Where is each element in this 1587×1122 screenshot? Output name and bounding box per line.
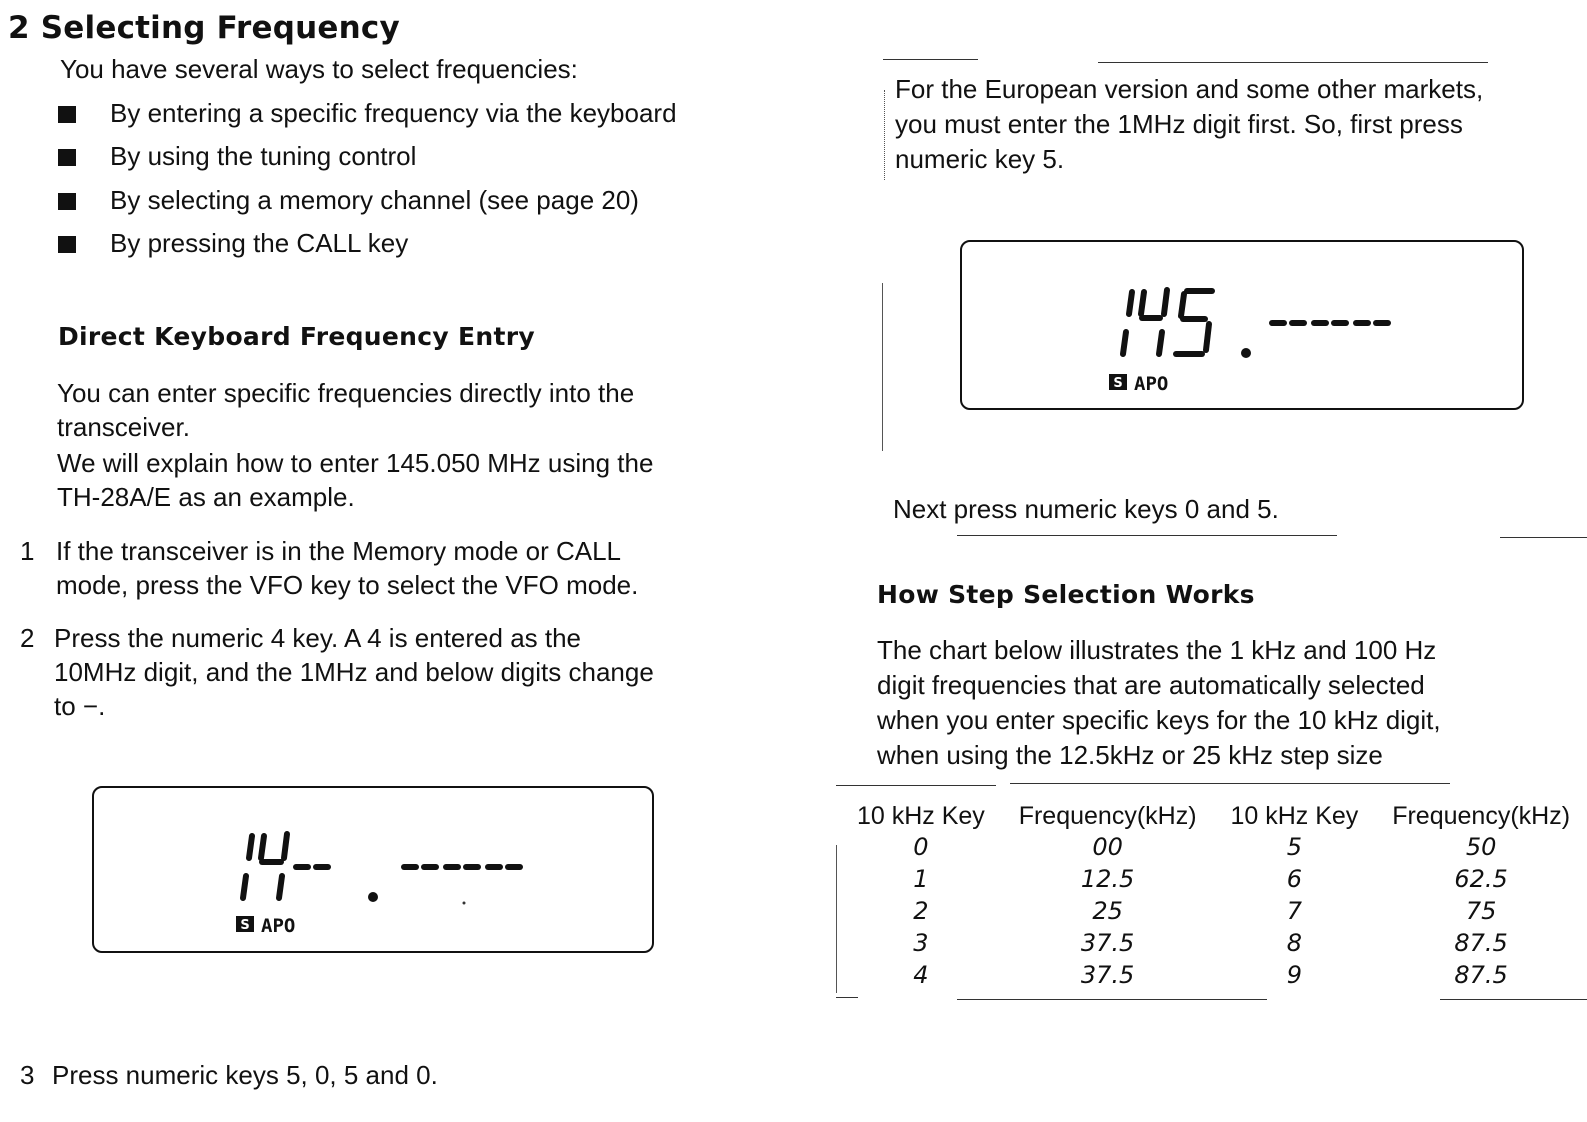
column-header: 10 kHz Key	[856, 801, 985, 830]
note-line: you must enter the 1MHz digit first. So, first press	[895, 109, 1463, 139]
intro-text: You have several ways to select frequencies:	[60, 54, 578, 84]
lcd-apo-label: APO	[1134, 373, 1169, 395]
para-line: You can enter specific frequencies directly into the	[57, 378, 635, 408]
note-line: numeric key 5.	[895, 144, 1065, 174]
step-number: 2	[20, 623, 35, 653]
bullet-text: By using the tuning control	[110, 141, 417, 171]
divider	[883, 59, 978, 60]
step-frequency-table	[840, 801, 1587, 991]
bullet-square-icon	[58, 193, 76, 210]
step-1	[20, 534, 780, 604]
bullet-square-icon	[58, 106, 76, 123]
step-3	[20, 1058, 780, 1094]
lcd-apo-label: APO	[261, 915, 296, 937]
table-cell: 7	[1286, 897, 1302, 925]
lcd-digits-icon	[94, 788, 651, 950]
step-line: Press numeric keys 5, 0, 5 and 0.	[52, 1060, 438, 1090]
table-header-row	[840, 801, 1587, 831]
lcd-display-step2	[92, 786, 654, 953]
column-header: Frequency(kHz)	[1392, 801, 1571, 830]
table-row	[840, 895, 1587, 927]
step-2	[20, 621, 780, 725]
table-cell: 37.5	[1080, 929, 1135, 957]
divider	[1098, 62, 1488, 63]
table-cell: 3	[913, 929, 929, 957]
section-title: 2 Selecting Frequency	[8, 10, 400, 46]
divider	[1010, 783, 1450, 784]
divider	[1440, 999, 1587, 1000]
divider	[836, 997, 858, 998]
column-header: Frequency(kHz)	[1018, 801, 1197, 830]
para-line: digit frequencies that are automatically selected	[877, 670, 1425, 700]
column-header: 10 kHz Key	[1230, 801, 1359, 830]
table-row	[840, 831, 1587, 863]
table-cell: 0	[913, 833, 929, 861]
para-line: The chart below illustrates the 1 kHz and 100 Hz	[877, 635, 1437, 665]
table-cell: 12.5	[1080, 865, 1135, 893]
divider	[1500, 537, 1587, 538]
bullet-square-icon	[58, 236, 76, 253]
bullet-square-icon	[58, 149, 76, 166]
step-selection-para	[877, 633, 1441, 773]
table-cell: 25	[1092, 897, 1123, 925]
table-cell: 5	[1286, 833, 1302, 861]
step-line: Press the numeric 4 key. A 4 is entered as the	[54, 623, 582, 653]
note-line: For the European version and some other markets,	[895, 74, 1484, 104]
next-press-text: Next press numeric keys 0 and 5.	[893, 494, 1279, 524]
table-cell: 1	[913, 865, 929, 893]
para-line: TH-28A/E as an example.	[57, 482, 355, 512]
divider	[957, 999, 1267, 1000]
step-line: to −.	[54, 691, 106, 721]
lcd-s-badge: S	[240, 918, 250, 933]
para-line: when you enter specific keys for the 10 kHz digit,	[877, 705, 1441, 735]
para-line: We will explain how to enter 145.050 MHz using the	[57, 448, 654, 478]
step-line: 10MHz digit, and the 1MHz and below digits change	[54, 657, 654, 687]
step-text	[52, 1058, 772, 1092]
divider	[836, 845, 837, 993]
table-row	[840, 863, 1587, 895]
divider	[836, 785, 996, 786]
direct-entry-para2	[57, 446, 653, 514]
lcd-digits-icon	[962, 242, 1521, 407]
lcd-s-badge: S	[1113, 376, 1123, 391]
table-row	[840, 927, 1587, 959]
table-cell: 8	[1286, 929, 1302, 957]
step-text	[54, 621, 774, 723]
step-line: mode, press the VFO key to select the VFO mode.	[56, 570, 639, 600]
table-row	[840, 959, 1587, 991]
step-line: If the transceiver is in the Memory mode or CALL	[56, 536, 622, 566]
para-line: transceiver.	[57, 412, 190, 442]
para-line: when using the 12.5kHz or 25 kHz step size	[877, 740, 1383, 770]
table-cell: 50	[1465, 833, 1497, 861]
table-cell: 6	[1286, 865, 1302, 893]
divider	[957, 535, 1337, 536]
step-text	[56, 534, 776, 602]
direct-entry-para1	[57, 376, 634, 444]
step-number: 3	[20, 1060, 35, 1090]
bullet-text: By entering a specific frequency via the keyboard	[110, 98, 677, 128]
table-cell: 75	[1465, 897, 1497, 925]
table-cell: 00	[1092, 833, 1123, 861]
divider	[884, 90, 885, 180]
table-cell: 4	[913, 961, 929, 989]
table-cell: 2	[913, 897, 929, 925]
table-cell: 87.5	[1454, 961, 1508, 989]
step-selection-heading: How Step Selection Works	[877, 580, 1255, 609]
bullet-text: By pressing the CALL key	[110, 228, 409, 258]
table-cell: 87.5	[1454, 929, 1508, 957]
bullet-text: By selecting a memory channel (see page 20)	[110, 185, 639, 215]
direct-entry-heading: Direct Keyboard Frequency Entry	[58, 322, 535, 351]
table-cell: 37.5	[1080, 961, 1135, 989]
step-number: 1	[20, 536, 35, 566]
lcd-display-european	[960, 240, 1524, 410]
european-note	[895, 72, 1483, 177]
divider	[882, 283, 883, 451]
table-cell: 62.5	[1454, 865, 1508, 893]
table-cell: 9	[1286, 961, 1302, 989]
frequency-table	[840, 801, 1587, 991]
